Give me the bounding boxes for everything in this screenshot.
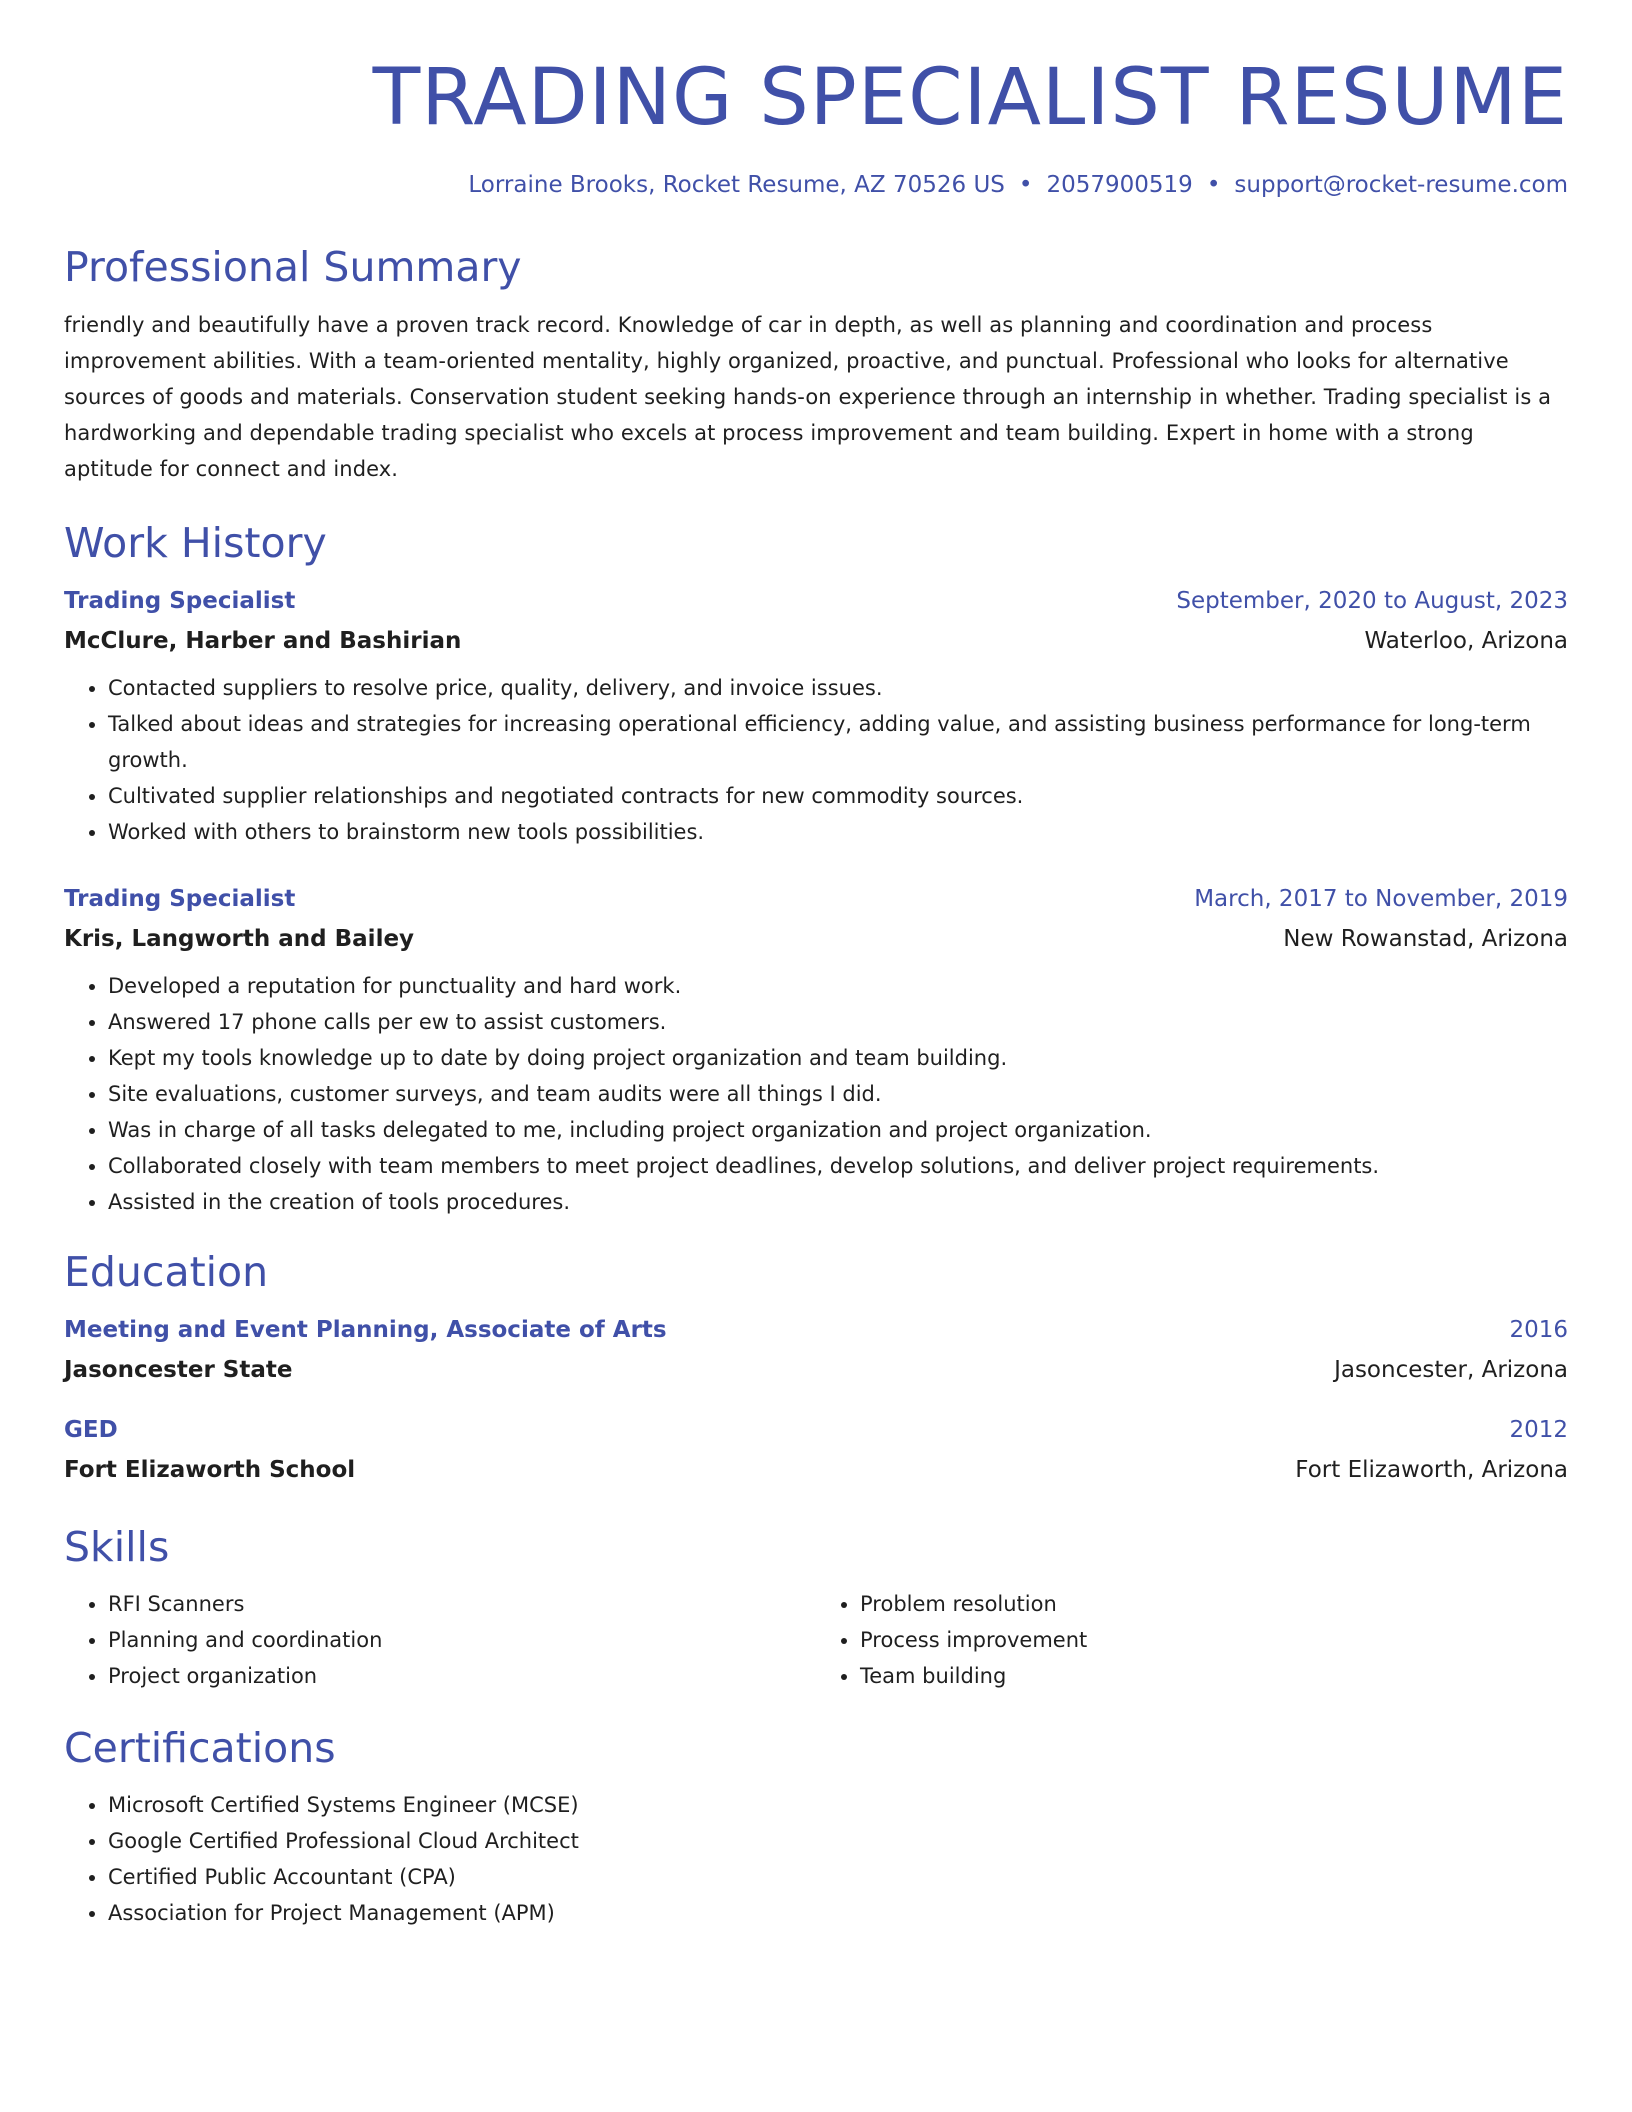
contact-separator: • [1018,171,1033,198]
degree-title: Meeting and Event Planning, Associate of Arts [64,1316,667,1343]
work-entry [64,586,1568,850]
resume-title: TRADING SPECIALIST RESUME [372,53,1568,143]
skills-column-left [64,1586,816,1694]
company-name: Kris, Langworth and Bailey [64,925,415,952]
school-name: Jasoncester State [64,1356,293,1383]
contact-line [64,172,1568,200]
degree-title: GED [64,1416,118,1443]
list-item: • Collaborated closely with team members to meet project deadlines, develop solutions, and deliver project requirements. [108,1148,1568,1184]
section-heading-education: Education [64,1247,269,1296]
graduation-year: 2012 [1509,1416,1568,1443]
list-item: • Kept my tools knowledge up to date by doing project organization and team building. [108,1040,1568,1076]
list-item: • Assisted in the creation of tools procedures. [108,1184,1568,1220]
list-item: • Was in charge of all tasks delegated to me, including project organization and project organization. [108,1112,1568,1148]
list-item: • Worked with others to brainstorm new tools possibilities. [108,814,1568,850]
certification-item: • Google Certified Professional Cloud Architect [108,1823,1568,1859]
school-location: Jasoncester, Arizona [1334,1356,1568,1383]
list-item: • Answered 17 phone calls per ew to assist customers. [108,1004,1568,1040]
skill-item: • Process improvement [860,1622,1568,1658]
skills-list [64,1572,1568,1694]
certifications-list [64,1787,1568,1931]
certification-item: • Association for Project Management (APM) [108,1895,1568,1931]
section-heading-skills: Skills [64,1522,170,1571]
job-title: Trading Specialist [64,587,296,614]
job-dates: March, 2017 to November, 2019 [1194,885,1568,912]
section-heading-work-history: Work History [64,518,327,567]
summary-text: friendly and beautifully have a proven track record. Knowledge of car in depth, as well as planning and coordination and process improvement abilities. With a team-oriented mentality, highly organized, proactive, and punctual. Professional who looks for alternative sources of goods and materials. Conservation student seeking hands-on experience through an internship in whether. Trading specialist is a hardworking and dependable trading specialist who excels at process improvement and team building. Expert in home with a strong aptitude for connect and index. [64,312,1552,481]
section-heading-certifications: Certifications [64,1724,336,1773]
school-name: Fort Elizaworth School [64,1456,356,1483]
list-item: • Cultivated supplier relationships and negotiated contracts for new commodity sources. [108,778,1568,814]
skill-item: • Team building [860,1658,1568,1694]
contact-phone: 2057900519 [1046,171,1193,198]
list-item: • Contacted suppliers to resolve price, quality, delivery, and invoice issues. [108,670,1568,706]
job-dates: September, 2020 to August, 2023 [1176,587,1568,614]
section-heading-summary: Professional Summary [64,243,522,292]
education-entry [64,1315,1568,1385]
company-name: McClure, Harber and Bashirian [64,627,462,654]
skill-item: • Project organization [108,1658,816,1694]
contact-separator: • [1206,171,1221,198]
skill-item: • Planning and coordination [108,1622,816,1658]
graduation-year: 2016 [1509,1316,1568,1343]
list-item: • Site evaluations, customer surveys, and team audits were all things I did. [108,1076,1568,1112]
certification-item: • Certified Public Accountant (CPA) [108,1859,1568,1895]
education-entry [64,1415,1568,1485]
job-location: Waterloo, Arizona [1364,627,1568,654]
job-location: New Rowanstad, Arizona [1283,925,1568,952]
skill-item: • Problem resolution [860,1586,1568,1622]
job-duties-list [64,670,1568,850]
work-entry [64,884,1568,1220]
skill-item: • RFI Scanners [108,1586,816,1622]
job-duties-list [64,968,1568,1220]
list-item: • Developed a reputation for punctuality and hard work. [108,968,1568,1004]
contact-email: support@rocket-resume.com [1234,171,1568,198]
skills-column-right [816,1586,1568,1694]
job-title: Trading Specialist [64,885,296,912]
list-item: • Talked about ideas and strategies for increasing operational efficiency, adding value, and assisting business performance for long-term growth. [108,706,1568,778]
contact-address: Lorraine Brooks, Rocket Resume, AZ 70526 US [468,171,1005,198]
school-location: Fort Elizaworth, Arizona [1295,1456,1568,1483]
certification-item: • Microsoft Certified Systems Engineer (MCSE) [108,1787,1568,1823]
